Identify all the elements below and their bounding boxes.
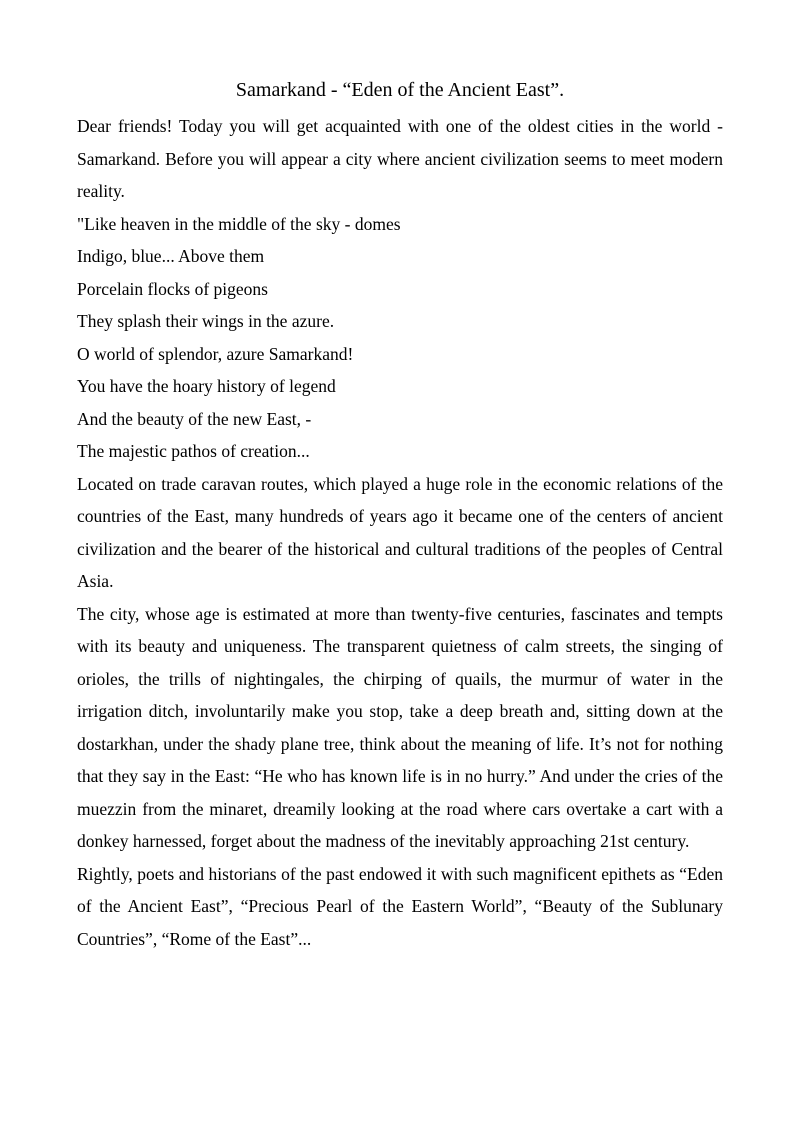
- poem-line: They splash their wings in the azure.: [77, 311, 335, 331]
- poem-line: O world of splendor, azure Samarkand!: [77, 343, 354, 364]
- trade-routes-paragraph: Located on trade caravan routes, which played a huge role in the economic relations of the countries of the East, many hundreds of years ago it became one of the centers of ancient civilization and the bearer of the historical and cultural traditions of the peoples of Central Asia.: [77, 473, 723, 591]
- poem-line: And the beauty of the new East, -: [77, 408, 312, 429]
- epithets-paragraph: Rightly, poets and historians of the past endowed it with such magnificent epithets as “Eden of the Ancient East”, “Precious Pearl of the Eastern World”, “Beauty of the Sublunary Countries”, “Rome of the East”...: [77, 863, 723, 949]
- poem-line: You have the hoary history of legend: [77, 376, 336, 396]
- poem-line: Porcelain flocks of pigeons: [77, 278, 268, 299]
- poem-line: Indigo, blue... Above them: [77, 246, 265, 266]
- intro-paragraph: Dear friends! Today you will get acquainted with one of the oldest cities in the world - Samarkand. Before you will appear a city where ancient civilization seems to meet modern reality.: [77, 116, 723, 201]
- poem-line: The majestic pathos of creation...: [77, 441, 310, 461]
- document-body: [77, 110, 723, 955]
- document-title: Samarkand - “Eden of the Ancient East”.: [235, 79, 565, 101]
- poem-line: "Like heaven in the middle of the sky - domes: [77, 213, 401, 234]
- city-description-paragraph: The city, whose age is estimated at more than twenty-five centuries, fascinates and tempts with its beauty and uniqueness. The transparent quietness of calm streets, the singing of orioles, the trills of nightingales, the chirping of quails, the murmur of water in the irrigation ditch, involuntarily make you stop, take a deep breath and, sitting down at the dostarkhan, under the shady plane tree, think about the meaning of life. It’s not for nothing that they say in the East: “He who has known life is in no hurry.” And under the cries of the muezzin from the minaret, dreamily looking at the road where cars overtake a cart with a donkey harnessed, forget about the madness of the inevitably approaching 21st century.: [77, 603, 723, 851]
